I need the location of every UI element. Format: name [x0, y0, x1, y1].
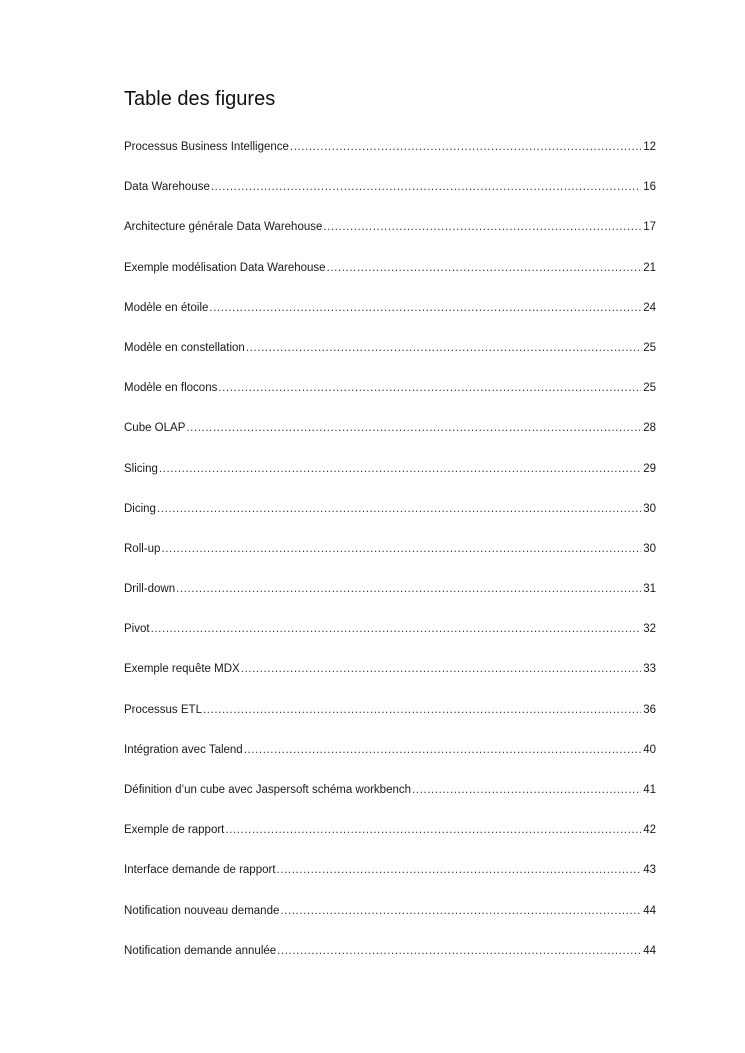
toc-entry-label: Définition d’un cube avec Jaspersoft schéma workbench	[124, 784, 412, 796]
dot-leader	[218, 378, 641, 398]
toc-entry-page: 31	[643, 583, 656, 596]
dot-leader	[203, 700, 641, 720]
dot-leader	[280, 901, 641, 921]
toc-entry-page: 24	[643, 301, 656, 314]
toc-entry-label: Cube OLAP	[124, 422, 186, 435]
toc-entry-label: Modèle en flocons	[124, 382, 218, 395]
toc-entry-page: 32	[643, 623, 656, 636]
toc-entry[interactable]	[124, 901, 656, 941]
toc-entry-page: 25	[643, 382, 656, 395]
toc-entry-page: 44	[643, 944, 656, 957]
toc-entry[interactable]	[124, 258, 656, 298]
toc-entry-label: Pivot	[124, 623, 150, 636]
dot-leader	[225, 820, 641, 840]
toc-entry-label: Slicing	[124, 462, 158, 475]
toc-entry-page: 40	[643, 743, 656, 756]
dot-leader	[176, 579, 641, 599]
toc-entry-label: Notification demande annulée	[124, 944, 277, 957]
dot-leader	[151, 619, 641, 639]
dot-leader	[241, 659, 641, 679]
toc-entry[interactable]	[124, 941, 656, 981]
table-of-figures	[124, 137, 656, 981]
toc-entry[interactable]	[124, 298, 656, 338]
toc-entry[interactable]	[124, 338, 656, 378]
toc-entry-label: Modèle en constellation	[124, 341, 245, 354]
toc-entry-label: Roll-up	[124, 542, 161, 555]
toc-entry-label: Architecture générale Data Warehouse	[124, 221, 323, 234]
dot-leader	[161, 539, 641, 559]
toc-entry-label: Notification nouveau demande	[124, 904, 280, 917]
dot-leader	[246, 338, 641, 358]
toc-entry[interactable]	[124, 459, 656, 499]
dot-leader	[157, 499, 641, 519]
toc-entry[interactable]	[124, 217, 656, 257]
toc-entry[interactable]	[124, 780, 656, 820]
toc-entry-page: 17	[643, 221, 656, 234]
toc-entry[interactable]	[124, 418, 656, 458]
toc-entry-label: Processus Business Intelligence	[124, 141, 289, 153]
toc-entry[interactable]	[124, 378, 656, 418]
toc-entry[interactable]	[124, 539, 656, 579]
toc-entry[interactable]	[124, 820, 656, 860]
toc-entry-page: 30	[643, 542, 656, 555]
toc-entry-label: Drill-down	[124, 583, 176, 596]
toc-entry-page: 36	[643, 703, 656, 716]
toc-entry-page: 33	[643, 663, 656, 676]
dot-leader	[277, 860, 641, 880]
toc-entry-page: 42	[643, 824, 656, 837]
dot-leader	[186, 418, 641, 438]
toc-entry-label: Dicing	[124, 502, 156, 515]
toc-entry-label: Data Warehouse	[124, 181, 210, 194]
dot-leader	[327, 258, 641, 278]
dot-leader	[211, 177, 641, 197]
toc-entry[interactable]	[124, 740, 656, 780]
toc-entry-label: Modèle en étoile	[124, 301, 209, 314]
dot-leader	[209, 298, 641, 318]
dot-leader	[323, 217, 641, 237]
toc-entry-label: Exemple modélisation Data Warehouse	[124, 261, 326, 274]
toc-entry[interactable]	[124, 700, 656, 740]
toc-entry-page: 43	[643, 864, 656, 877]
toc-entry-page: 41	[643, 784, 656, 796]
toc-entry[interactable]	[124, 659, 656, 699]
toc-entry-page: 12	[643, 141, 656, 153]
toc-entry-label: Intégration avec Talend	[124, 743, 243, 756]
toc-entry-page: 25	[643, 341, 656, 354]
toc-entry-page: 30	[643, 502, 656, 515]
toc-entry-label: Exemple requête MDX	[124, 663, 240, 676]
dot-leader	[244, 740, 641, 760]
dot-leader	[159, 459, 641, 479]
toc-entry-label: Interface demande de rapport	[124, 864, 276, 877]
toc-entry-page: 16	[643, 181, 656, 194]
toc-entry[interactable]	[124, 579, 656, 619]
dot-leader	[290, 137, 641, 157]
dot-leader	[412, 780, 641, 800]
toc-entry[interactable]	[124, 619, 656, 659]
toc-entry-page: 29	[643, 462, 656, 475]
page-title: Table des figures	[124, 88, 276, 110]
toc-entry[interactable]	[124, 499, 656, 539]
toc-entry-page: 28	[643, 422, 656, 435]
toc-entry[interactable]	[124, 860, 656, 900]
dot-leader	[277, 941, 641, 961]
toc-entry-label: Exemple de rapport	[124, 824, 225, 837]
toc-entry[interactable]	[124, 137, 656, 177]
toc-entry-page: 21	[643, 261, 656, 274]
toc-entry[interactable]	[124, 177, 656, 217]
toc-entry-page: 44	[643, 904, 656, 917]
toc-entry-label: Processus ETL	[124, 703, 202, 716]
